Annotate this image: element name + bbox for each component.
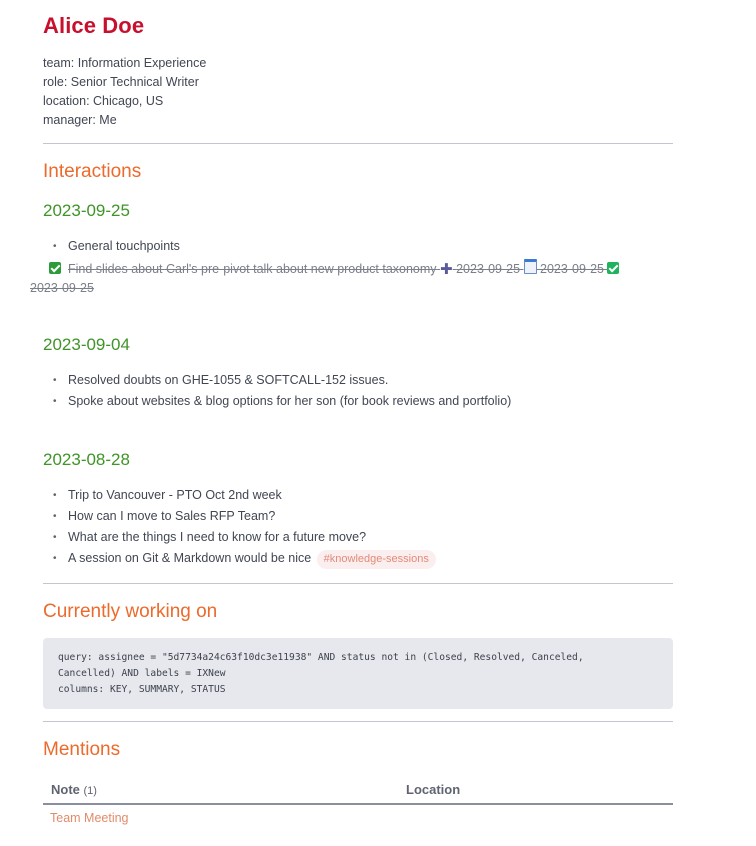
column-header-note[interactable]: Note (1) <box>43 778 398 804</box>
note-count: (1) <box>83 785 97 797</box>
query-code-block <box>43 638 673 709</box>
date-heading: 2023-09-25 <box>43 201 130 220</box>
check-mark-button-icon <box>607 262 619 274</box>
task-done-date: 2023-09-25 <box>30 281 94 295</box>
prop-team: team: Information Experience <box>43 56 207 70</box>
prop-location: location: Chicago, US <box>43 94 164 108</box>
list-item: • Trip to Vancouver - PTO Oct 2nd week <box>53 488 282 502</box>
mentions-table <box>43 778 673 831</box>
date-heading: 2023-09-04 <box>43 335 130 354</box>
list-item: • What are the things I need to know for a future move? <box>53 530 367 544</box>
heading-interactions: Interactions <box>43 161 142 182</box>
code-line: Cancelled) AND labels = IXNew <box>58 668 226 679</box>
prop-role: role: Senior Technical Writer <box>43 75 199 89</box>
completed-task <box>30 259 649 298</box>
task-text: Find slides about Carl's pre-pivot talk about new product taxonomy ✚ 2023-09-25 2023-09-25 2023-09-25 <box>49 262 649 298</box>
heading-currently-working-on: Currently working on <box>43 601 218 622</box>
date-heading: 2023-08-28 <box>43 450 130 469</box>
table-header-row <box>43 778 673 804</box>
note-link-team-meeting[interactable]: Team Meeting <box>50 811 129 825</box>
table-row <box>43 804 673 831</box>
heavy-plus-icon: ✚ <box>440 261 453 278</box>
list-item: • Spoke about websites & blog options for her son (for book reviews and portfolio) <box>53 394 512 408</box>
task-created-date: 2023-09-25 <box>456 262 521 276</box>
list-item: • A session on Git & Markdown would be nice #knowledge-sessions <box>43 548 673 569</box>
list-item: • How can I move to Sales RFP Team? <box>53 509 276 523</box>
list-item: • Resolved doubts on GHE-1055 & SOFTCALL-152 issues. <box>53 373 389 387</box>
task-scheduled-date: 2023-09-25 <box>540 262 604 276</box>
divider <box>43 143 673 144</box>
tag-knowledge-sessions[interactable]: #knowledge-sessions <box>317 550 436 569</box>
code-line: columns: KEY, SUMMARY, STATUS <box>58 684 226 695</box>
bullet-list <box>43 485 673 569</box>
person-properties <box>43 54 206 130</box>
divider <box>43 721 673 722</box>
calendar-icon <box>524 259 537 274</box>
heading-mentions: Mentions <box>43 739 121 760</box>
task-checkbox[interactable] <box>49 262 61 274</box>
page-title: Alice Doe <box>43 13 145 38</box>
code-line: query: assignee = "5d7734a24c63f10dc3e11938" AND status not in (Closed, Resolved, Canceled, <box>58 652 584 663</box>
bullet-list <box>43 236 673 257</box>
bullet-list <box>43 370 673 412</box>
prop-manager: manager: Me <box>43 113 117 127</box>
divider <box>43 583 673 584</box>
location-cell <box>398 804 673 831</box>
column-header-location[interactable]: Location <box>398 778 673 804</box>
list-item: • General touchpoints <box>53 239 180 253</box>
